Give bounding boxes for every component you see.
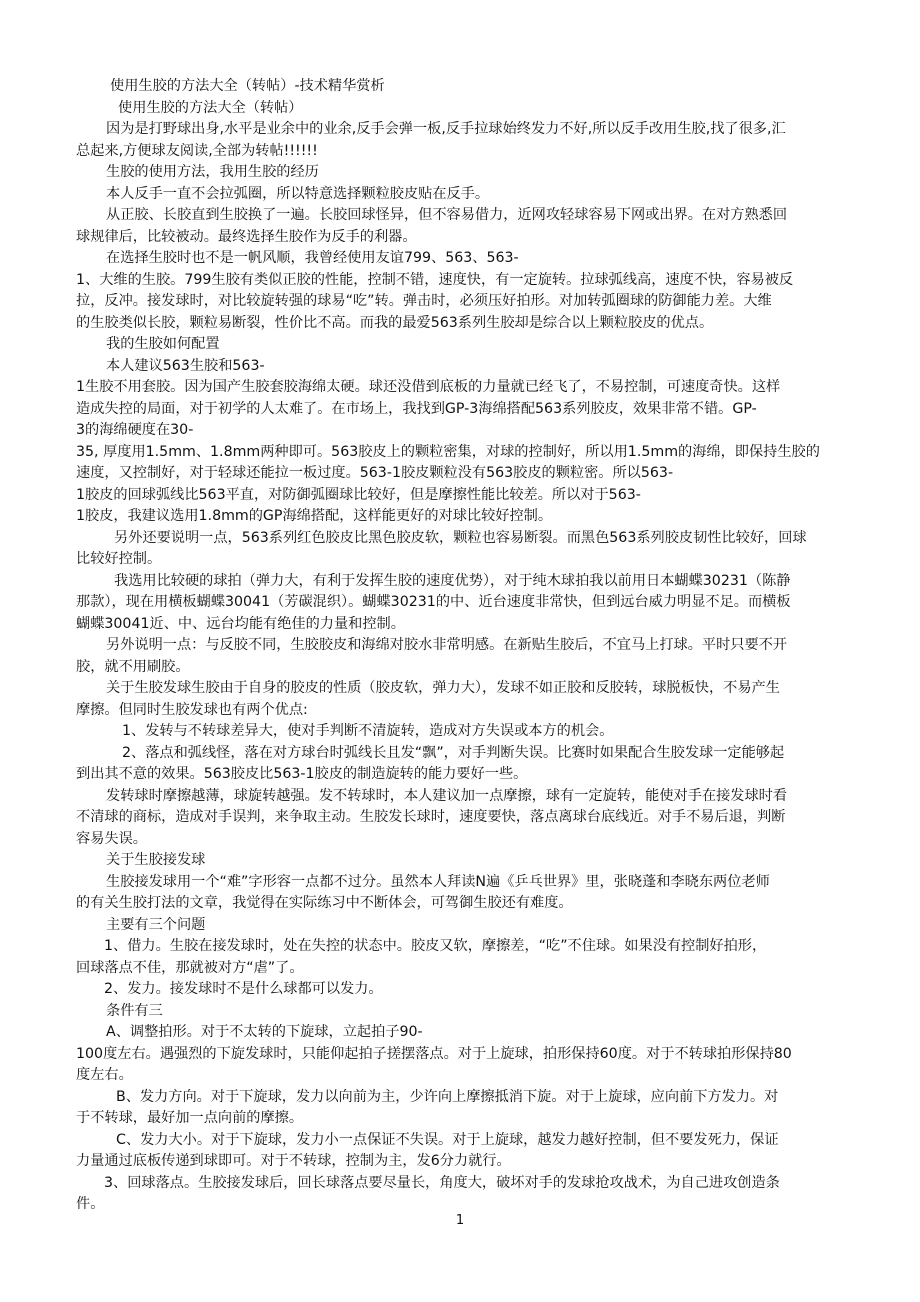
- text-line: 球规律后，比较被动。最终选择生胶作为反手的利器。: [76, 228, 417, 245]
- text-line: 3的海绵硬度在30-: [76, 422, 194, 438]
- text-line: 35, 厚度用1.5mm、1.8mm两种即可。563胶皮上的颗粒密集，对球的控制好，所以用1.5mm的海绵，即保持生胶的: [76, 443, 820, 460]
- list-item: 3、回球落点。生胶接发球后，回长球落点要尽量长，角度大，破坏对手的发球抢攻战术，为自己进攻创造条: [104, 1174, 780, 1191]
- text-line: 1生胶不用套胶。因为国产生胶套胶海绵太硬。球还没借到底板的力量就已经飞了，不易控制，可速度奇快。这样: [76, 379, 781, 395]
- text-line: 到出其不意的效果。563胶皮比563-1胶皮的制造旋转的能力要好一些。: [76, 766, 528, 782]
- text-line: 1胶皮的回球弧线比563平直，对防御弧圈球比较好，但是摩擦性能比较差。所以对于563-: [76, 486, 641, 503]
- text-line: 生胶接发球用一个“难”字形容一点都不过分。虽然本人拜读N遍《乒乓世界》里，张晓蓬和李晓东两位老师: [106, 873, 770, 890]
- text-line: 的有关生胶打法的文章，我觉得在实际练习中不断体会，可驾御生胶还有难度。: [76, 895, 573, 911]
- text-line: 在选择生胶时也不是一帆风顺，我曾经使用友谊799、563、563-: [106, 250, 519, 266]
- page-number: 1: [455, 1213, 465, 1228]
- text-line: 总起来,方便球友阅读,全部为转帖!!!!!!: [76, 142, 318, 159]
- text-line: 另外还要说明一点，563系列红色胶皮比黑色胶皮软，颗粒也容易断裂。而黑色563系列胶皮韧性比较好，回球: [114, 529, 807, 546]
- list-item: A、调整拍形。对于不太转的下旋球，立起拍子90-: [106, 1024, 423, 1040]
- list-item: 1、发转与不转球差异大，使对手判断不清旋转，造成对方失误或本方的机会。: [122, 723, 614, 739]
- list-item: B、发力方向。对于下旋球，发力以向前为主，少许向上摩擦抵消下旋。对于上旋球，应向前下方发力。对: [116, 1088, 779, 1105]
- text-line: 关于生胶发球生胶由于自身的胶皮的性质（胶皮软，弹力大），发球不如正胶和反胶转，球脱板快，不易产生: [106, 680, 780, 696]
- text-line: 从正胶、长胶直到生胶换了一遍。长胶回球怪异，但不容易借力，近网攻轻球容易下网或出界。在对方熟悉回: [106, 207, 788, 223]
- text-line: 于不转球，最好加一点向前的摩擦。: [76, 1110, 304, 1126]
- text-line: 蝴蝶30041近、中、远台均能有绝佳的力量和控制。: [76, 615, 405, 632]
- list-item: 1、借力。生胶在接发球时，处在失控的状态中。胶皮又软，摩擦差，“吃”不住球。如果没有控制好拍形，: [104, 938, 767, 954]
- text-line: 力量通过底板传递到球即可。对于不转球，控制为主，发6分力就行。: [76, 1153, 511, 1169]
- text-line: 另外说明一点：与反胶不同，生胶胶皮和海绵对胶水非常明感。在新贴生胶后，不宜马上打球。平时只要不开: [106, 637, 788, 653]
- text-line: 100度左右。遇强烈的下旋发球时，只能仰起拍子搓摆落点。对于上旋球，拍形保持60度。对于不转球拍形保持80: [76, 1045, 792, 1062]
- list-item: 2、发力。接发球时不是什么球都可以发力。: [104, 981, 383, 997]
- section-heading: 生胶的使用方法，我用生胶的经历: [106, 164, 319, 180]
- text-line: 发转球时摩擦越薄，球旋转越强。发不转球时，本人建议加一点摩擦，球有一定旋转，能使对手在接发球时看: [106, 787, 788, 804]
- document-body: [76, 76, 854, 1216]
- section-heading: 主要有三个问题: [106, 916, 206, 933]
- section-heading: 关于生胶接发球: [106, 852, 206, 868]
- document-subtitle-line: 使用生胶的方法大全（转帖）: [118, 99, 303, 116]
- text-line: 件。: [76, 1196, 105, 1212]
- text-line: 本人反手一直不会拉弧圈，所以特意选择颗粒胶皮贴在反手。: [106, 185, 490, 202]
- text-line: 那款），现在用横板蝴蝶30041（芳碳混织）。蝴蝶30231的中、近台速度非常快，但到远台威力明显不足。而横板: [76, 594, 791, 610]
- text-line: 比较好控制。: [76, 551, 162, 567]
- text-line: 胶，就不用刷胶。: [76, 658, 190, 675]
- text-line: 造成失控的局面，对于初学的人太难了。在市场上，我找到GP-3海绵搭配563系列胶皮，效果非常不错。GP-: [76, 400, 757, 417]
- text-line: 的生胶类似长胶，颗粒易断裂，性价比不高。而我的最爱563系列生胶却是综合以上颗粒胶皮的优点。: [76, 314, 714, 331]
- text-line: 1、大维的生胶。799生胶有类似正胶的性能，控制不错，速度快，有一定旋转。拉球弧线高，速度不快，容易被反: [76, 271, 794, 288]
- text-line: 度左右。: [76, 1067, 133, 1083]
- section-heading: 我的生胶如何配置: [106, 336, 220, 352]
- text-line: 回球落点不佳，那就被对方“虐”了。: [76, 959, 304, 976]
- text-line: 拉，反冲。接发球时，对比较旋转强的球易“吃”转。弹击时，必须压好拍形。对加转弧圈球的防御能力差。大维: [76, 293, 772, 309]
- text-line: 摩擦。但同时生胶发球也有两个优点:: [76, 701, 308, 718]
- section-heading: 条件有三: [106, 1002, 163, 1019]
- text-line: 我选用比较硬的球拍（弹力大，有利于发挥生胶的速度优势），对于纯木球拍我以前用日本蝴蝶30231（陈静: [114, 572, 791, 589]
- list-item: 2、落点和弧线怪，落在对方球台时弧线长且发“飘”，对手判断失误。比赛时如果配合生胶发球一定能够起: [122, 744, 785, 761]
- text-line: 因为是打野球出身,水平是业余中的业余,反手会弹一板,反手拉球始终发力不好,所以反手改用生胶,找了很多,汇: [106, 121, 786, 137]
- text-line: 速度，又控制好，对于轻球还能拉一板过度。563-1胶皮颗粒没有563胶皮的颗粒密。所以563-: [76, 465, 674, 481]
- list-item: C、发力大小。对于下旋球，发力小一点保证不失误。对于上旋球，越发力越好控制，但不要发死力，保证: [116, 1131, 779, 1148]
- text-line: 容易失误。: [76, 830, 147, 847]
- text-line: 本人建议563生胶和563-: [106, 357, 265, 374]
- text-line: 不清球的商标，造成对手误判，来争取主动。生胶发长球时，速度要快，落点离球台底线近。对手不易后退，判断: [76, 809, 786, 825]
- text-line: 1胶皮，我建议选用1.8mm的GP海绵搭配，这样能更好的对球比较好控制。: [76, 508, 553, 524]
- document-title-line: 使用生胶的方法大全（转帖）-技术精华赏析: [110, 78, 385, 94]
